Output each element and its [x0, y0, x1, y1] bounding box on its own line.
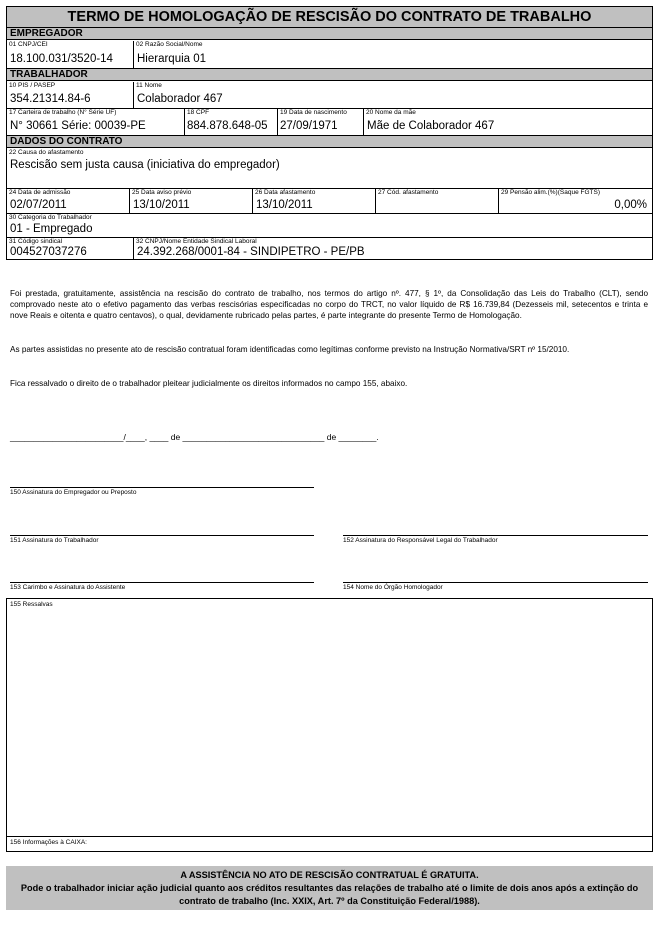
field-value: Rescisão sem justa causa (iniciativa do empregador) — [10, 159, 280, 171]
field-label: 11 Nome — [136, 82, 162, 89]
section-trabalhador: TRABALHADOR — [7, 69, 652, 81]
field-label: 20 Nome da mãe — [366, 109, 416, 116]
field-cnpj — [7, 41, 134, 69]
section-dados-contrato: DADOS DO CONTRATO — [7, 136, 652, 148]
field-label: 29 Pensão alim.(%)(Saque FGTS) — [501, 189, 600, 196]
field-label: 19 Data de nascimento — [280, 109, 347, 116]
signature-label-assistente: 153 Carimbo e Assinatura do Assistente — [10, 584, 126, 591]
field-cod-afastamento — [376, 189, 499, 214]
signature-line-empregador — [10, 487, 314, 488]
field-ctps — [7, 109, 185, 136]
field-causa-afastamento — [7, 149, 652, 189]
field-value: 24.392.268/0001-84 - SINDIPETRO - PE/PB — [137, 246, 365, 258]
field-cpf — [185, 109, 278, 136]
section-empregador: EMPREGADOR — [7, 28, 652, 40]
field-data-admissao — [7, 189, 130, 214]
signature-line-assistente — [10, 582, 314, 583]
field-label: 24 Data de admissão — [9, 189, 71, 196]
field-label: 25 Data aviso prévio — [132, 189, 192, 196]
field-data-afastamento — [253, 189, 376, 214]
signature-line-trabalhador — [10, 535, 314, 536]
ressalvas-label: 155 Ressalvas — [10, 601, 53, 608]
field-pis — [7, 82, 134, 109]
field-value: 13/10/2011 — [256, 199, 313, 211]
field-label: 27 Cód. afastamento — [378, 189, 439, 196]
field-data-aviso — [130, 189, 253, 214]
field-value: 13/10/2011 — [133, 199, 190, 211]
signature-line-orgao — [343, 582, 648, 583]
field-label: 01 CNPJ/CEI — [9, 41, 48, 48]
field-razao-social — [134, 41, 652, 69]
field-label: 26 Data afastamento — [255, 189, 316, 196]
signature-label-responsavel: 152 Assinatura do Responsável Legal do Trabalhador — [343, 537, 498, 544]
paragraph-ressalva: Fica ressalvado o direito de o trabalhador pleitear judicialmente os direitos informados no campo 155, abaixo. — [10, 379, 408, 388]
field-entidade-sindical — [134, 238, 652, 259]
field-value: 354.21314.84-6 — [10, 93, 91, 105]
field-categoria — [7, 214, 652, 238]
signature-label-orgao: 154 Nome do Órgão Homologador — [343, 584, 443, 591]
field-value: 27/09/1971 — [280, 120, 338, 132]
footer-line-2: Pode o trabalhador iniciar ação judicial quanto aos créditos resultantes das relações de trabalho até o limite de dois anos após a extinção do contrato de trabalho (Inc. XXIX, Art. 7º da Constituição Federal/1988). — [20, 883, 639, 906]
footer-notice — [6, 866, 653, 910]
field-label: 17 Carteira de trabalho (N° Série UF) — [9, 109, 117, 116]
signature-label-trabalhador: 151 Assinatura do Trabalhador — [10, 537, 99, 544]
field-label: 22 Causa do afastamento — [9, 149, 84, 156]
field-codigo-sindical — [7, 238, 134, 259]
field-data-nascimento — [278, 109, 364, 136]
field-value: N° 30661 Série: 00039-PE — [10, 120, 146, 132]
signature-label-empregador: 150 Assinatura do Empregador ou Preposto — [10, 489, 137, 496]
field-nome-mae — [364, 109, 652, 136]
field-pensao — [499, 189, 652, 214]
field-label: 30 Categoria do Trabalhador — [9, 214, 92, 221]
field-label: 10 PIS / PASEP — [9, 82, 56, 89]
field-value: Colaborador 467 — [137, 93, 223, 105]
field-label: 18 CPF — [187, 109, 210, 116]
date-place-line: ________________________/____, ____ de ______________________________ de ________. — [10, 432, 379, 442]
field-value: 01 - Empregado — [10, 223, 93, 235]
caixa-divider — [7, 836, 652, 837]
field-value: 18.100.031/3520-14 — [10, 53, 113, 65]
field-nome — [134, 82, 652, 109]
field-value: 02/07/2011 — [10, 199, 67, 211]
document-title: TERMO DE HOMOLOGAÇÃO DE RESCISÃO DO CONTRATO DE TRABALHO — [7, 7, 652, 28]
ressalvas-box — [6, 598, 653, 852]
footer-line-1: A ASSISTÊNCIA NO ATO DE RESCISÃO CONTRATUAL É GRATUITA. — [180, 870, 479, 880]
field-label: 32 CNPJ/Nome Entidade Sindical Laboral — [136, 238, 257, 245]
field-value: Mãe de Colaborador 467 — [367, 120, 495, 132]
field-value: 004527037276 — [10, 246, 87, 258]
paragraph-assistencia: Foi prestada, gratuitamente, assistência na rescisão do contrato de trabalho, nos termos do artigo nº. 477, § 1º, da Consolidação das Leis do Trabalho (CLT), sendo comprovado neste ato o efetivo pagamento das verbas rescisórias especificadas no corpo do TRCT, no valor líquido de R$ 16.739,84 (Dezesseis mil, setecentos e trinta e nove Reais e oitenta e quatro centavos), o qual, devidamente rubricado pelas partes, é parte integrante do presente Termo de Homologação. — [10, 289, 648, 320]
field-value: 884.878.648-05 — [187, 120, 268, 132]
field-value: Hierarquia 01 — [137, 53, 207, 65]
paragraph-identificacao: As partes assistidas no presente ato de rescisão contratual foram identificadas como legítimas conforme previsto na Instrução Normativa/SRT nº 15/2010. — [10, 345, 570, 354]
caixa-label: 156 Informações à CAIXA: — [10, 839, 87, 846]
termo-form — [6, 6, 653, 260]
field-value: 0,00% — [614, 199, 647, 211]
field-label: 02 Razão Social/Nome — [136, 41, 203, 48]
signature-line-responsavel — [343, 535, 648, 536]
field-label: 31 Código sindical — [9, 238, 63, 245]
